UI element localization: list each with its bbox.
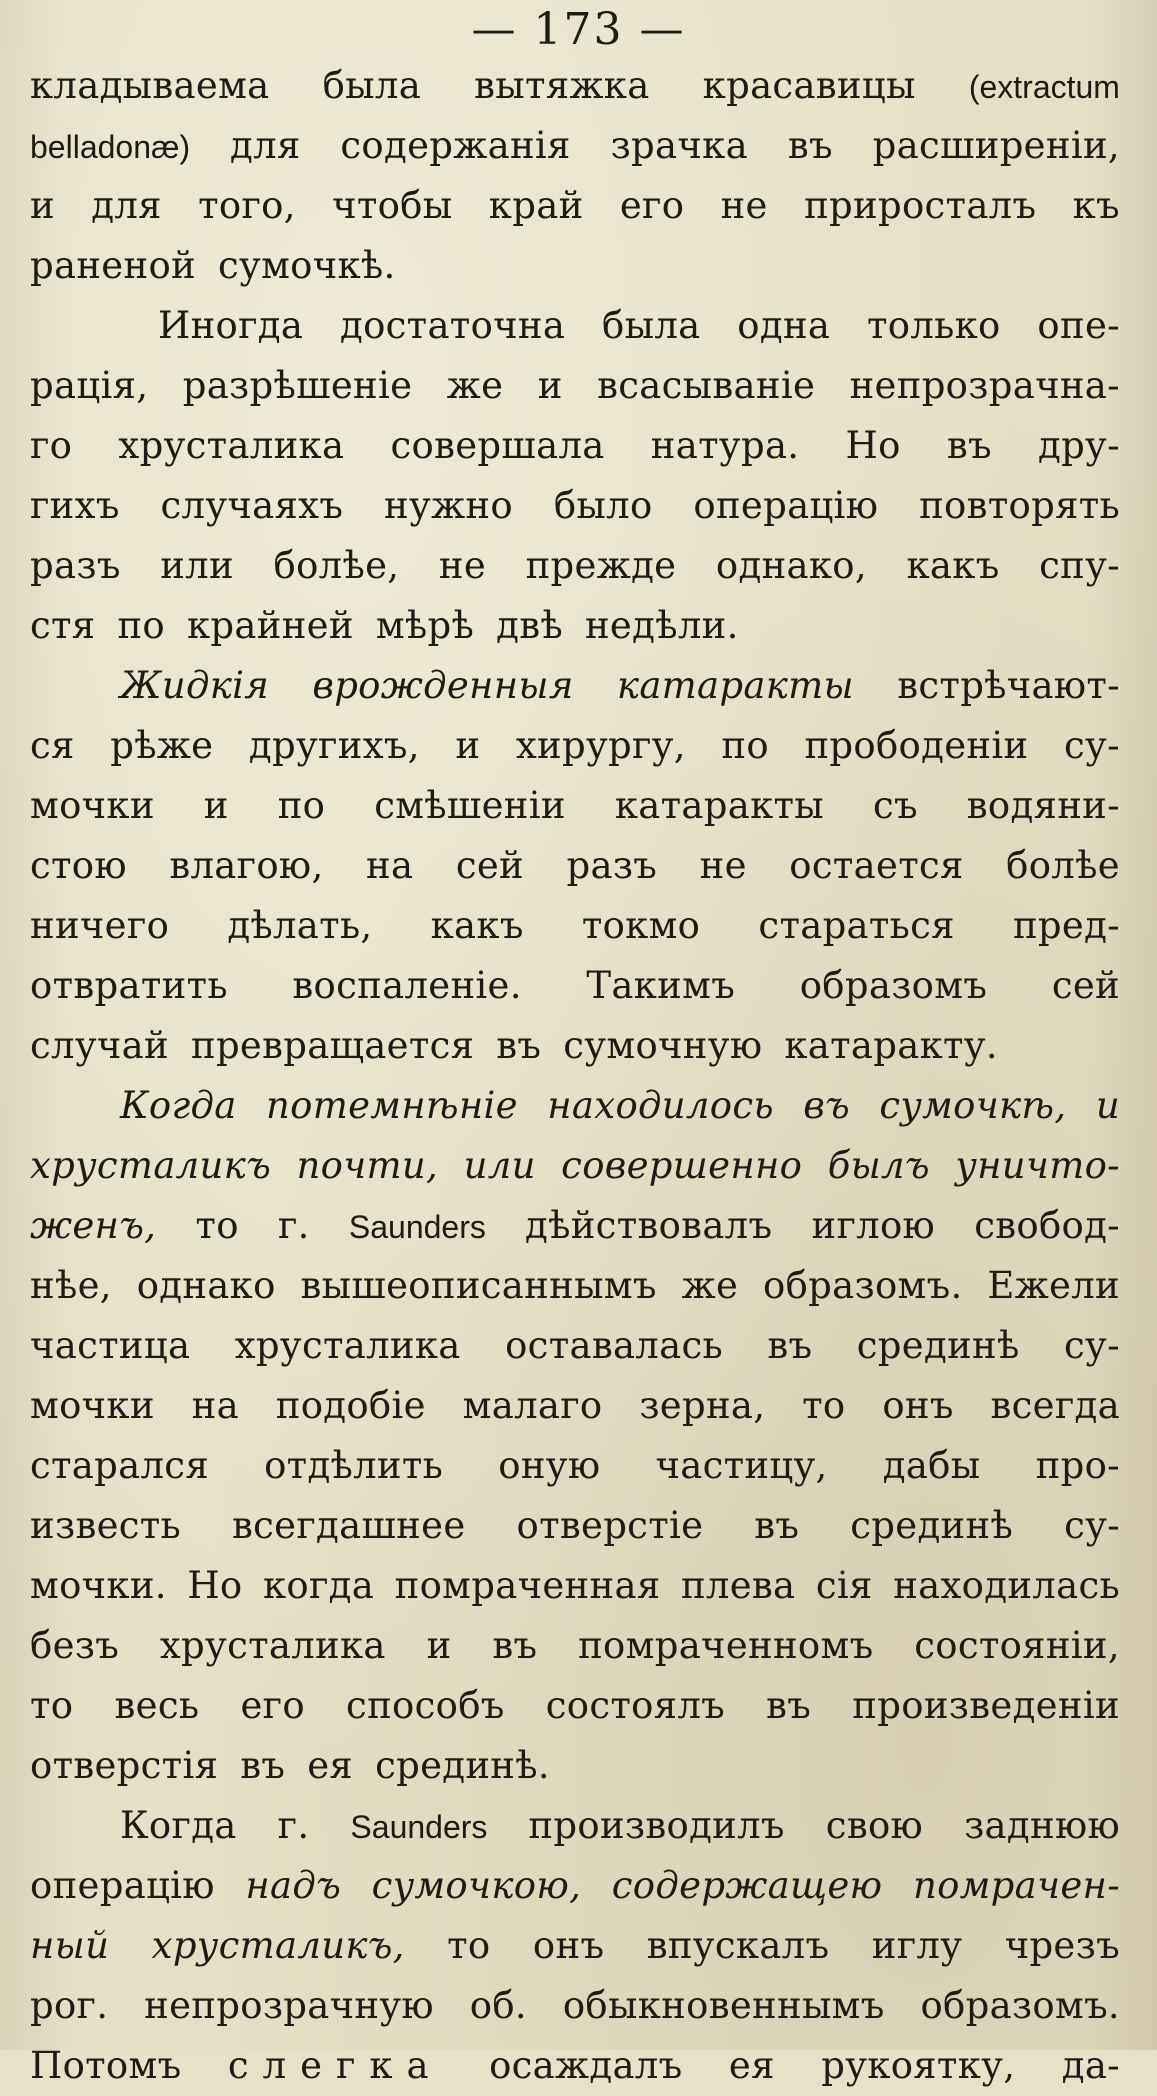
word: хрусталика <box>234 1324 461 1367</box>
word: слегка <box>227 2044 443 2087</box>
word: находилась <box>893 1564 1120 1607</box>
word: ея <box>307 1744 354 1787</box>
word: прободеніи <box>804 724 1029 767</box>
word: онъ <box>532 1924 605 1967</box>
word: производилъ <box>528 1804 785 1847</box>
word: водяни- <box>966 784 1120 827</box>
word: иглу <box>871 1924 963 1967</box>
word: потемнѣніе <box>266 1084 518 1127</box>
word: надъ <box>245 1864 342 1907</box>
word: рукоятку, <box>821 2044 1016 2087</box>
word: Иногда <box>158 304 304 347</box>
word: произведеніи <box>852 1684 1120 1727</box>
word: хрусталика <box>118 424 345 467</box>
word: г. <box>277 1804 310 1847</box>
word: вытяжка <box>474 64 650 107</box>
word: разрѣшеніе <box>182 364 413 407</box>
word: остается <box>789 844 964 887</box>
word: то <box>802 1384 846 1427</box>
word: въ <box>492 1624 538 1667</box>
word: непрозрачна- <box>849 364 1120 407</box>
word: впускалъ <box>646 1924 830 1967</box>
word: Ежели <box>987 1264 1120 1307</box>
text-line <box>30 1556 1120 1616</box>
word: не <box>699 844 747 887</box>
word: его <box>240 1684 305 1727</box>
word: хрусталика <box>159 1624 386 1667</box>
word: операцію <box>693 484 879 527</box>
word: для <box>229 124 301 167</box>
text-line <box>30 476 1120 536</box>
text-line <box>30 716 1120 776</box>
word: достаточна <box>340 304 566 347</box>
word: совершала <box>390 424 605 467</box>
word: была <box>322 64 422 107</box>
word: воспаленіе. <box>292 964 522 1007</box>
word: свою <box>825 1804 924 1847</box>
word: случаяхъ <box>160 484 344 527</box>
word: былъ <box>827 1144 930 1187</box>
word: Но <box>187 1564 243 1607</box>
word: онъ <box>882 1384 954 1427</box>
word: belladonæ) <box>30 129 191 165</box>
word: раненой <box>30 244 196 287</box>
word: случай <box>30 1024 169 1067</box>
word: смѣшеніи <box>374 784 566 827</box>
word: какъ <box>430 904 524 947</box>
word: однако, <box>715 544 867 587</box>
word: катаракты <box>614 784 825 827</box>
word: плева <box>680 1564 796 1607</box>
word: уничто- <box>955 1144 1120 1187</box>
word: сей <box>455 844 524 887</box>
word: срединѣ. <box>375 1744 550 1787</box>
word: дру- <box>1037 424 1120 467</box>
text-line <box>30 1856 1120 1916</box>
text-line <box>30 1196 1120 1256</box>
word: крайней <box>186 604 354 647</box>
word: на <box>366 844 414 887</box>
word: дѣйствовалъ <box>525 1204 773 1247</box>
word: безъ <box>30 1624 120 1667</box>
word: для <box>91 184 162 227</box>
word: только <box>867 304 1001 347</box>
word: нужно <box>384 484 513 527</box>
page-number: — 173 — <box>471 4 686 55</box>
text-line <box>30 1256 1120 1316</box>
word: Saunders <box>348 1209 486 1245</box>
word: же <box>681 1264 739 1307</box>
word: частица <box>30 1324 191 1367</box>
word: дѣлать, <box>227 904 373 947</box>
word: и <box>30 184 55 227</box>
text-line <box>30 296 1120 356</box>
word: ея <box>728 2044 775 2087</box>
word: кладываема <box>30 64 270 107</box>
word: помраченная <box>394 1564 661 1607</box>
word: сія <box>815 1564 873 1607</box>
word: когда <box>263 1564 375 1607</box>
word: непрозрачную <box>144 1984 434 2027</box>
word: токмо <box>581 904 701 947</box>
word: образомъ. <box>763 1264 963 1307</box>
word: стя <box>30 604 96 647</box>
text-line <box>30 236 1120 296</box>
word: однако <box>136 1264 276 1307</box>
word: су- <box>1064 1324 1120 1367</box>
word: или <box>463 1144 536 1187</box>
text-line <box>30 896 1120 956</box>
text-line <box>30 1976 1120 2036</box>
word: об. <box>469 1984 527 2027</box>
word: двѣ <box>496 604 563 647</box>
word: и <box>1095 1084 1120 1127</box>
word: не <box>438 544 487 587</box>
word: иглою <box>811 1204 936 1247</box>
word: подобіе <box>275 1384 426 1427</box>
word: по <box>277 784 326 827</box>
word: зерна, <box>639 1384 766 1427</box>
word: го <box>30 424 73 467</box>
word: въ <box>754 1504 800 1547</box>
word: хирургу, <box>515 724 686 767</box>
word: мѣрѣ <box>375 604 475 647</box>
word: сумочкѣ, <box>879 1084 1067 1127</box>
word: отдѣлить <box>264 1444 444 1487</box>
word: гихъ <box>30 484 120 527</box>
word: катаракты <box>616 664 854 707</box>
text-line <box>30 1316 1120 1376</box>
word: въ <box>787 124 833 167</box>
word: на <box>191 1384 239 1427</box>
word: дабы <box>882 1444 981 1487</box>
word: образомъ. <box>920 1984 1120 2027</box>
word: другихъ, <box>248 724 420 767</box>
word: вышеописаннымъ <box>300 1264 657 1307</box>
text-line <box>30 2036 1120 2096</box>
word: сумочную <box>563 1024 763 1067</box>
text-line <box>30 1796 1120 1856</box>
word: помраченномъ <box>578 1624 874 1667</box>
word: осаждалъ <box>489 2044 683 2087</box>
word: срединѣ <box>850 1504 1014 1547</box>
word: повторять <box>919 484 1120 527</box>
word: отверстіе <box>516 1504 704 1547</box>
text-line <box>30 116 1120 176</box>
word: всегда <box>990 1384 1120 1427</box>
word: влагою, <box>169 844 324 887</box>
word: красавицы <box>702 64 916 107</box>
word: известь <box>30 1504 182 1547</box>
word: стою <box>30 844 127 887</box>
word: су- <box>1064 724 1120 767</box>
word: или <box>160 544 234 587</box>
word: по <box>117 604 165 647</box>
word: пред- <box>1012 904 1120 947</box>
word: стараться <box>758 904 955 947</box>
word: про- <box>1035 1444 1120 1487</box>
word: расширеніи, <box>872 124 1120 167</box>
word: спу- <box>1039 544 1120 587</box>
word: Когда <box>120 1084 237 1127</box>
word: встрѣчают- <box>897 664 1120 707</box>
word: мочки. <box>30 1564 167 1607</box>
word: то <box>447 1924 491 1967</box>
word: содержанія <box>340 124 571 167</box>
word: хрусталикъ <box>30 1144 272 1187</box>
word: съ <box>872 784 918 827</box>
word: недѣли. <box>584 604 739 647</box>
word: его <box>619 184 685 227</box>
word: въ <box>766 1684 812 1727</box>
word: Потомъ <box>30 2044 182 2087</box>
word: того, <box>198 184 296 227</box>
word: болѣе, <box>273 544 400 587</box>
word: мочки <box>30 784 155 827</box>
word: и <box>537 364 563 407</box>
text-line <box>30 656 1120 716</box>
word: къ <box>1072 184 1120 227</box>
text-line <box>30 1616 1120 1676</box>
word: то <box>195 1204 239 1247</box>
word: было <box>553 484 653 527</box>
word: отвратить <box>30 964 228 1007</box>
word: Но <box>845 424 901 467</box>
text-line <box>30 1916 1120 1976</box>
word: катаракту. <box>784 1024 998 1067</box>
word: заднюю <box>964 1804 1120 1847</box>
word: помрачен- <box>912 1864 1120 1907</box>
word: женъ, <box>30 1204 157 1247</box>
word: операцію <box>30 1864 215 1907</box>
text-line <box>30 416 1120 476</box>
text-line <box>30 536 1120 596</box>
word: да- <box>1061 2044 1120 2087</box>
word: и <box>426 1624 452 1667</box>
text-line <box>30 1436 1120 1496</box>
word: (extractum <box>968 69 1120 105</box>
text-line <box>30 1016 1120 1076</box>
text-line <box>30 1076 1120 1136</box>
text-line <box>30 1736 1120 1796</box>
word: обыкновеннымъ <box>562 1984 885 2027</box>
word: опе- <box>1037 304 1120 347</box>
word: не <box>720 184 768 227</box>
word: сумочкѣ. <box>218 244 396 287</box>
word: образомъ <box>799 964 988 1007</box>
text-line <box>30 1676 1120 1736</box>
word: превращается <box>190 1024 475 1067</box>
text-line <box>30 956 1120 1016</box>
text-line <box>30 596 1120 656</box>
word: въ <box>803 1084 850 1127</box>
word: какъ <box>906 544 1000 587</box>
text-line <box>30 56 1120 116</box>
word: содержащею <box>611 1864 883 1907</box>
word: частицу, <box>655 1444 828 1487</box>
word: по <box>721 724 769 767</box>
word: и <box>455 724 481 767</box>
word: старался <box>30 1444 209 1487</box>
word: натура. <box>650 424 800 467</box>
word: мочки <box>30 1384 155 1427</box>
word: свобод- <box>974 1204 1120 1247</box>
word: Когда <box>120 1804 237 1847</box>
word: то <box>30 1684 74 1727</box>
word: всасываніе <box>597 364 816 407</box>
word: была <box>602 304 701 347</box>
word: находилось <box>547 1084 774 1127</box>
word: весь <box>114 1684 200 1727</box>
text-line <box>30 176 1120 236</box>
word: въ <box>767 1324 813 1367</box>
word: всегдашнее <box>232 1504 466 1547</box>
word: рог. <box>30 1984 109 2027</box>
word: отверстія <box>30 1744 219 1787</box>
word: разъ <box>30 544 121 587</box>
word: врожденныя <box>312 664 574 707</box>
word: разъ <box>566 844 658 887</box>
body-text <box>30 56 1120 2096</box>
word: совершенно <box>561 1144 803 1187</box>
word: способъ <box>346 1684 505 1727</box>
word: зрачка <box>610 124 748 167</box>
word: сей <box>1051 964 1120 1007</box>
word: рація, <box>30 364 149 407</box>
word: г. <box>277 1204 310 1247</box>
word: рѣже <box>110 724 214 767</box>
text-line <box>30 1496 1120 1556</box>
word: въ <box>496 1024 542 1067</box>
word: же <box>446 364 504 407</box>
text-line <box>30 1376 1120 1436</box>
text-line <box>30 1136 1120 1196</box>
word: ный <box>30 1924 110 1967</box>
word: и <box>203 784 229 827</box>
word: состояніи, <box>914 1624 1120 1667</box>
word: нѣе, <box>30 1264 112 1307</box>
word: чрезъ <box>1004 1924 1120 1967</box>
word: оставалась <box>505 1324 723 1367</box>
word: въ <box>240 1744 286 1787</box>
word: сумочкою, <box>371 1864 582 1907</box>
word: Saunders <box>350 1809 488 1845</box>
word: хрусталикъ, <box>151 1924 405 1967</box>
word: одна <box>737 304 831 347</box>
word: почти, <box>296 1144 439 1187</box>
word: приросталъ <box>804 184 1037 227</box>
word: прежде <box>525 544 677 587</box>
word: ничего <box>30 904 170 947</box>
word: край <box>488 184 584 227</box>
word: болѣе <box>1006 844 1120 887</box>
word: состоялъ <box>545 1684 726 1727</box>
word: су- <box>1064 1504 1120 1547</box>
text-line <box>30 776 1120 836</box>
word: Такимъ <box>586 964 736 1007</box>
word: ся <box>30 724 75 767</box>
word: въ <box>946 424 992 467</box>
word: оную <box>498 1444 601 1487</box>
word: Жидкія <box>120 664 270 707</box>
word: срединѣ <box>856 1324 1020 1367</box>
text-line <box>30 836 1120 896</box>
word: чтобы <box>332 184 453 227</box>
word: малаго <box>462 1384 603 1427</box>
text-line <box>30 356 1120 416</box>
